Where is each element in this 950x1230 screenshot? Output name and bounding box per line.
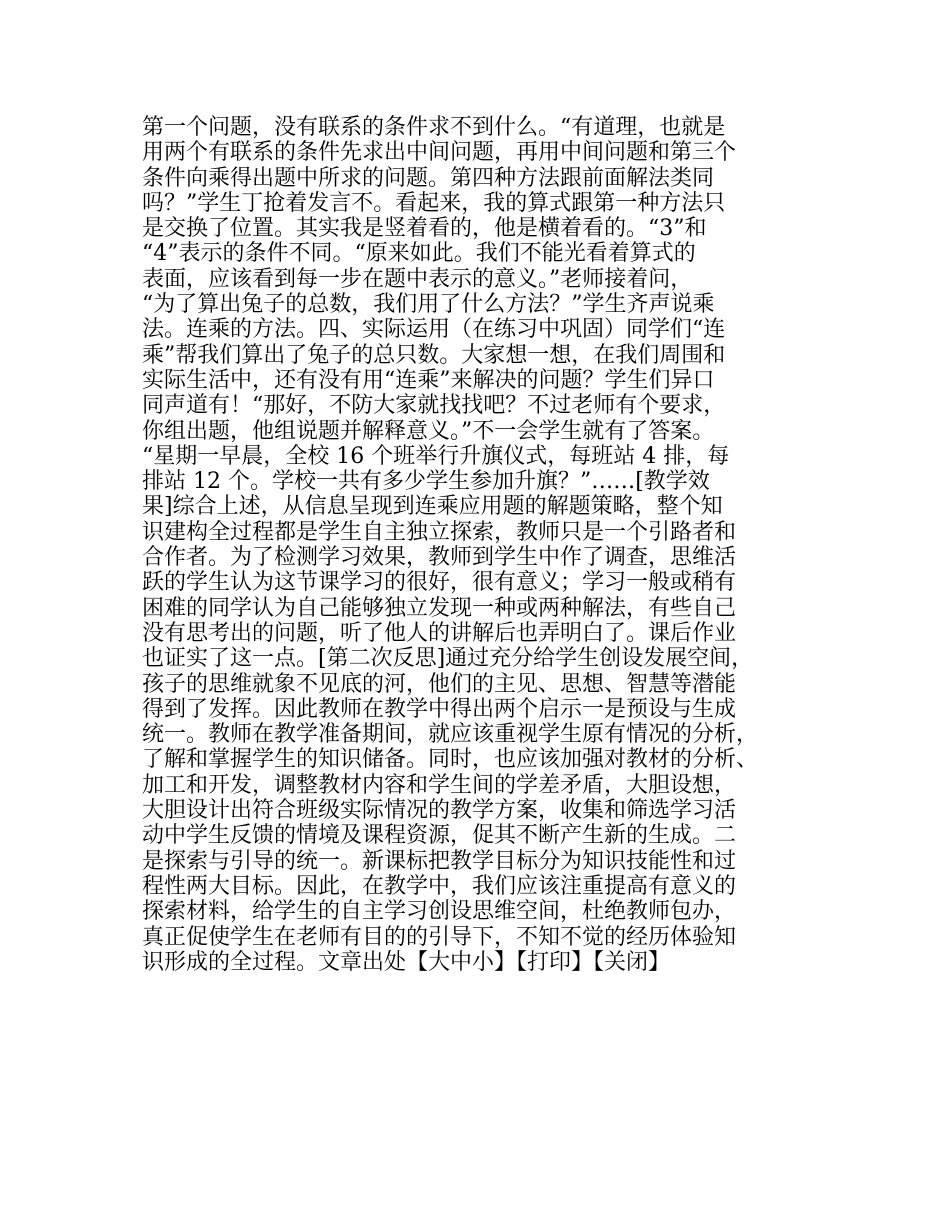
text-line-32: 探索材料，给学生的自主学习创设思维空间，杜绝教师包办，	[142, 899, 737, 925]
text-line-31: 程性两大目标。因此，在教学中，我们应该注重提高有意义的	[142, 873, 737, 899]
text-line-24: 得到了发挥。因此教师在教学中得出两个启示一是预设与生成	[142, 696, 737, 722]
text-line-17: 识建构全过程都是学生自主独立探索，教师只是一个引路者和	[142, 519, 737, 545]
text-line-16: 果]综合上述，从信息呈现到连乘应用题的解题策略，整个知	[142, 494, 723, 520]
text-line-1: 第一个问题，没有联系的条件求不到什么。“有道理，也就是	[142, 115, 726, 140]
text-line-7: 表面，应该看到每一步在题中表示的意义。”老师接着问，	[142, 266, 693, 292]
text-line-27: 加工和开发，调整教材内容和学生间的学差矛盾，大胆设想，	[142, 772, 737, 798]
text-line-20: 困难的同学认为自己能够独立发现一种或两种解法，有些自己	[142, 595, 737, 621]
text-line-14: “星期一早晨，全校 16 个班举行升旗仪式，每班站 4 排，每	[142, 443, 730, 469]
text-line-19: 跃的学生认为这节课学习的很好，很有意义；学习一般或稍有	[142, 570, 737, 596]
text-line-28: 大胆设计出符合班级实际情况的教学方案，收集和筛选学习活	[142, 798, 737, 824]
text-line-26: 了解和掌握学生的知识储备。同时，也应该加强对教材的分析、	[142, 747, 759, 773]
text-line-10: 乘”帮我们算出了兔子的总只数。大家想一想，在我们周围和	[142, 342, 726, 368]
text-line-8: “为了算出兔子的总数，我们用了什么方法？”学生齐声说乘	[142, 292, 715, 318]
text-line-29: 动中学生反馈的情境及课程资源，促其不断产生新的生成。二	[142, 823, 737, 849]
text-line-11: 实际生活中，还有没有用“连乘”来解决的问题？学生们异口	[142, 367, 715, 393]
text-line-33: 真正促使学生在老师有目的的引导下，不知不觉的经历体验知	[142, 924, 737, 950]
text-line-18: 合作者。为了检测学习效果，教师到学生中作了调查，思维活	[142, 545, 737, 571]
text-line-9: 法。连乘的方法。四、实际运用（在练习中巩固）同学们“连	[142, 317, 726, 343]
text-line-30: 是探索与引导的统一。新课标把教学目标分为知识技能性和过	[142, 848, 737, 874]
text-line-25: 统一。教师在教学准备期间，就应该重视学生原有情况的分析，	[142, 722, 759, 748]
body-text	[142, 115, 832, 975]
text-line-15: 排站 12 个。学校一共有多少学生参加升旗？”……[教学效	[142, 469, 710, 495]
text-line-22: 也证实了这一点。[第二次反思]通过充分给学生创设发展空间，	[142, 646, 754, 672]
text-line-34: 识形成的全过程。文章出处【大中小】【打印】【关闭】	[142, 949, 671, 975]
text-line-5: 是交换了位置。其实我是竖着看的，他是横着看的。“3”和	[142, 216, 707, 242]
text-line-23: 孩子的思维就象不见底的河，他们的主见、思想、智慧等潜能	[142, 671, 737, 697]
text-line-12: 同声道有！“那好，不防大家就找找吧？不过老师有个要求，	[142, 393, 726, 419]
text-line-6: “4”表示的条件不同。“原来如此。我们不能光看着算式的	[142, 241, 696, 267]
text-line-3: 条件向乘得出题中所求的问题。第四种方法跟前面解法类同	[142, 165, 715, 191]
text-line-2: 用两个有联系的条件先求出中间问题，再用中间问题和第三个	[142, 140, 737, 166]
text-line-21: 没有思考出的问题，听了他人的讲解后也弄明白了。课后作业	[142, 620, 737, 646]
text-line-4: 吗？”学生丁抢着发言不。看起来，我的算式跟第一种方法只	[142, 190, 726, 216]
text-line-13: 你组出题，他组说题并解释意义。”不一会学生就有了答案。	[142, 418, 715, 444]
